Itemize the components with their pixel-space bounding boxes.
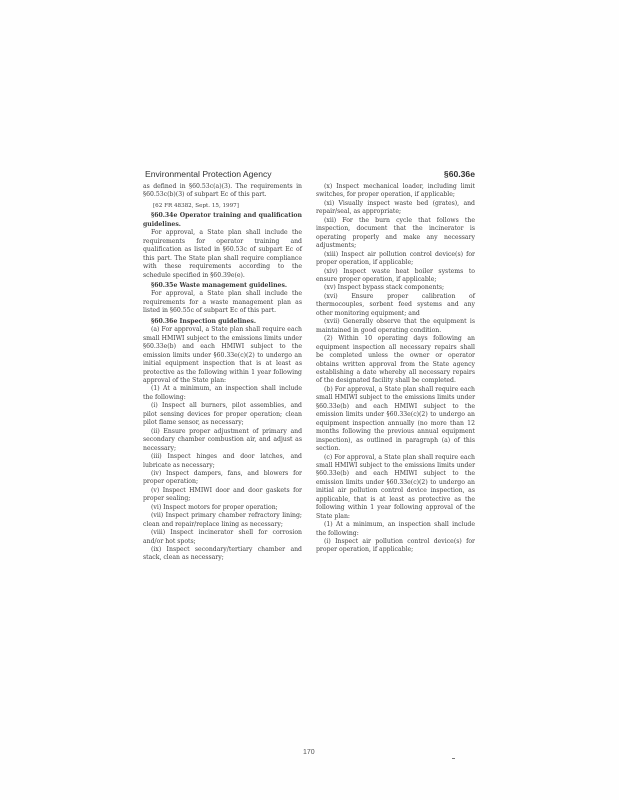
paragraph: (b) For approval, a State plan shall require each small HMIWI subject to the emissions limits under §60.33e(b) and each HMIWI subject to the emission limits under §60.33e(c)(2) to undergo an equipment inspection annually (no more than 12 months following the previous annual equipment inspection), as outlined in paragraph (a) of this section. — [316, 385, 475, 453]
agency-name: Environmental Protection Agency — [145, 169, 272, 179]
paragraph: (x) Inspect mechanical loader, including limit switches, for proper operation, if applicable; — [316, 183, 475, 199]
section-heading: §60.34e Operator training and qualification guidelines. — [143, 212, 302, 228]
paragraph: For approval, a State plan shall include the requirements for a waste management plan as listed in §60.55c of subpart Ec of this part. — [143, 290, 302, 315]
paragraph: (xi) Visually inspect waste bed (grates), and repair/seal, as appropriate; — [316, 199, 475, 216]
paragraph: as defined in §60.53c(a)(3). The requirements in §60.53c(b)(3) of subpart Ec of this part. — [143, 183, 302, 199]
page-number: 170 — [303, 749, 315, 756]
paragraph: (i) Inspect all burners, pilot assemblies, and pilot sensing devices for proper operation; clean pilot flame sensor, as necessary; — [143, 402, 302, 427]
section-heading: §60.36e Inspection guidelines. — [151, 317, 257, 325]
paragraph: (vi) Inspect motors for proper operation; — [151, 503, 278, 511]
running-header — [145, 169, 475, 181]
paragraph: (viii) Inspect incinerator shell for corrosion and/or hot spots; — [143, 529, 302, 545]
paragraph: (2) Within 10 operating days following an equipment inspection all necessary repairs shall be completed unless the owner or operator obtains written approval from the State agency establishing a date whereby all necessary repairs of the designated facility shall be completed. — [316, 335, 475, 385]
paragraph: (xv) Inspect bypass stack components; — [324, 284, 445, 292]
paragraph: (iv) Inspect dampers, fans, and blowers for proper operation; — [143, 469, 302, 486]
paragraph: (ii) Ensure proper adjustment of primary and secondary chamber combustion air, and adjust as necessary; — [143, 427, 302, 452]
paragraph: (v) Inspect HMIWI door and door gaskets for proper sealing; — [143, 486, 302, 503]
section-number: §60.36e — [443, 169, 475, 179]
paragraph: (c) For approval, a State plan shall require each small HMIWI subject to the emissions limits under §60.33e(b) and each HMIWI subject to the emission limits under §60.33e(c)(2) to undergo an initial air pollution control device inspection, as applicable, that is at least as protective as the following within 1 year following approval of the State plan: — [316, 453, 475, 520]
citation: [62 FR 48382, Sept. 15, 1997] — [153, 202, 239, 209]
section-heading: §60.35e Waste management guidelines. — [151, 281, 288, 289]
paragraph: (xiii) Inspect air pollution control device(s) for proper operation, if applicable; — [316, 250, 475, 267]
paragraph: (xiv) Inspect waste heat boiler systems to ensure proper operation, if applicable; — [316, 267, 475, 283]
paragraph: For approval, a State plan shall include the requirements for operator training and qualification as listed in §60.53c of subpart Ec of this part. The State plan shall require compliance with these requirements according to the schedule specified in §60.39e(e). — [143, 229, 302, 279]
paragraph: (i) Inspect air pollution control device(s) for proper operation, if applicable; — [316, 538, 475, 554]
paragraph: (xvii) Generally observe that the equipment is maintained in good operating condition. — [316, 318, 475, 334]
paragraph: (a) For approval, a State plan shall require each small HMIWI subject to the emissions limits under §60.33e(b) and each HMIWI subject to the emission limits under §60.33e(c)(2) to undergo an initial equipment inspection that is at least as protective as the following within 1 year following approval of the State plan: — [143, 326, 302, 384]
scan-speck — [452, 758, 455, 759]
right-column — [316, 183, 475, 555]
paragraph: (1) At a minimum, an inspection shall include the following: — [316, 521, 475, 537]
left-column — [143, 183, 302, 563]
paragraph: (1) At a minimum, an inspection shall include the following: — [143, 385, 302, 401]
paragraph: (ix) Inspect secondary/tertiary chamber and stack, clean as necessary; — [143, 546, 302, 562]
paragraph: (vii) Inspect primary chamber refractory lining; clean and repair/replace lining as necessary; — [143, 512, 302, 528]
paragraph: (iii) Inspect hinges and door latches, and lubricate as necessary; — [143, 453, 302, 469]
paragraph: (xvi) Ensure proper calibration of thermocouples, sorbent feed systems and any other monitoring equipment; and — [316, 292, 475, 317]
paragraph: (xii) For the burn cycle that follows the inspection, document that the incinerator is operating properly and make any necessary adjustments; — [316, 216, 475, 250]
